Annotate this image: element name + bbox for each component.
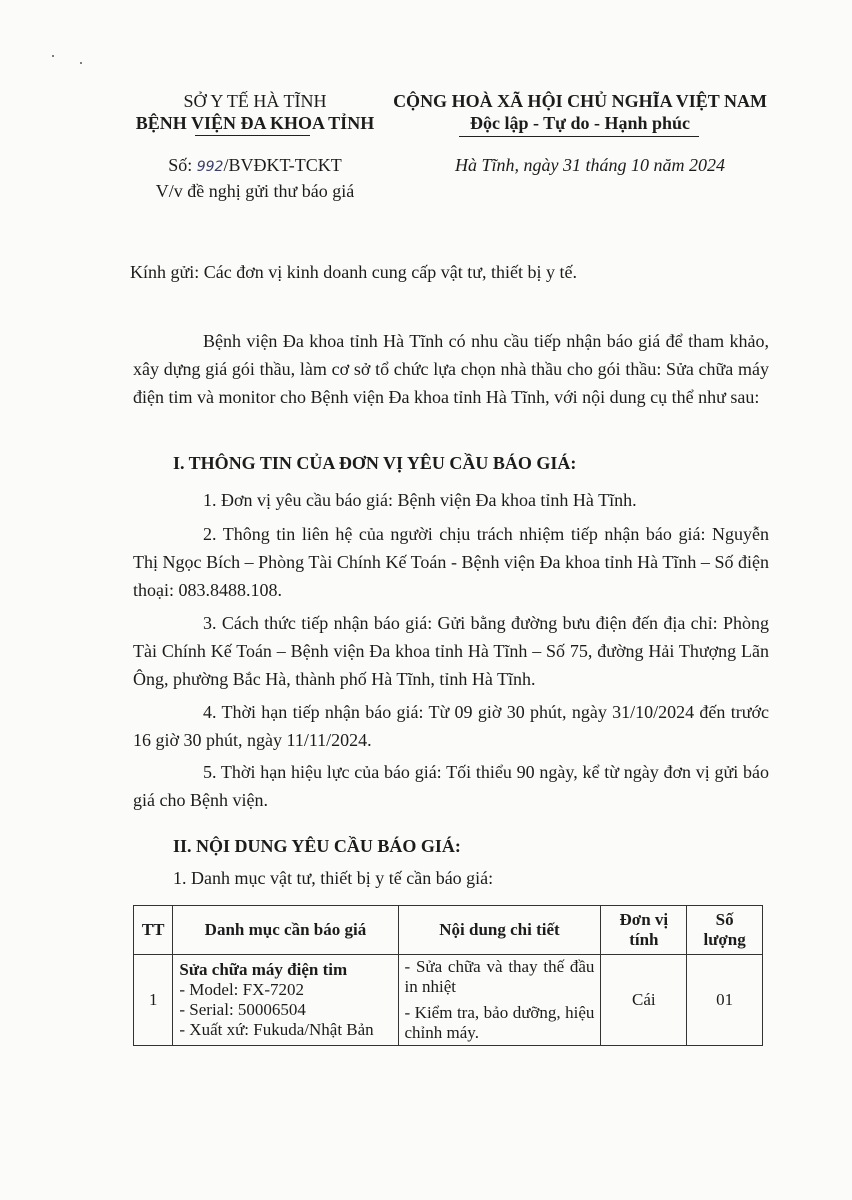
section-2-title: II. NỘI DUNG YÊU CẦU BÁO GIÁ: (173, 836, 461, 856)
cell-qty: 01 (687, 955, 763, 1046)
quote-items-table (133, 905, 763, 1046)
detail-1: - Sửa chữa và thay thế đầu in nhiệt (404, 957, 595, 996)
scan-speck (52, 55, 54, 57)
intro-paragraph: Bệnh viện Đa khoa tỉnh Hà Tĩnh có nhu cầu tiếp nhận báo giá để tham khảo, xây dựng giá gói thầu, làm cơ sở tổ chức lựa chọn nhà thầu cho gói thầu: Sửa chữa máy điện tim và monitor cho Bệnh viện Đa khoa tỉnh Hà Tĩnh, với nội dung cụ thể như sau: (133, 331, 769, 407)
header-left-underline (195, 135, 310, 136)
section-2-sub-1: 1. Danh mục vật tư, thiết bị y tế cần báo giá: (173, 868, 494, 888)
item-origin: - Xuất xứ: Fukuda/Nhật Bản (179, 1020, 374, 1039)
cell-unit: Cái (601, 955, 687, 1046)
section-1-item-1: 1. Đơn vị yêu cầu báo giá: Bệnh viện Đa khoa tỉnh Hà Tĩnh. (203, 490, 637, 510)
section-1-item-4: 4. Thời hạn tiếp nhận báo giá: Từ 09 giờ 30 phút, ngày 31/10/2024 đến trước 16 giờ 30 phút, ngày 11/11/2024. (133, 702, 769, 750)
header-right (380, 90, 780, 134)
detail-2: - Kiểm tra, bảo dưỡng, hiệu chỉnh máy. (404, 1003, 595, 1042)
subject-line: V/v đề nghị gửi thư báo giá (155, 181, 355, 201)
document-date: Hà Tĩnh, ngày 31 tháng 10 năm 2024 (455, 155, 725, 175)
item-serial: - Serial: 50006504 (179, 1000, 306, 1019)
org-name: BỆNH VIỆN ĐA KHOA TỈNH (135, 113, 375, 133)
col-header-tt: TT (134, 906, 173, 955)
col-header-item: Danh mục cần báo giá (173, 906, 398, 955)
item-model: - Model: FX-7202 (179, 980, 305, 999)
section-1-item-5: 5. Thời hạn hiệu lực của báo giá: Tối thiểu 90 ngày, kể từ ngày đơn vị gửi báo giá cho Bệnh viện. (133, 762, 769, 810)
greeting: Kính gửi: Các đơn vị kinh doanh cung cấp vật tư, thiết bị y tế. (130, 262, 577, 282)
ref-suffix: /BVĐKT-TCKT (223, 155, 342, 175)
ref-prefix: Số: (168, 155, 197, 175)
reference-block (100, 153, 410, 203)
national-motto: Độc lập - Tự do - Hạnh phúc (469, 113, 691, 133)
org-parent: SỞ Y TẾ HÀ TĨNH (183, 91, 327, 111)
col-header-qty: Số lượng (687, 906, 763, 955)
cell-item (173, 955, 398, 1046)
reference-number (100, 153, 410, 179)
ref-number-handwritten: 992 (196, 159, 224, 175)
cell-detail (398, 955, 601, 1046)
table-header-row (134, 906, 763, 955)
header-left (100, 90, 410, 134)
header-right-underline (459, 136, 699, 137)
scan-speck (80, 62, 82, 64)
table-row (134, 955, 763, 1046)
section-1-item-2: 2. Thông tin liên hệ của người chịu trách nhiệm tiếp nhận báo giá: Nguyễn Thị Ngọc Bích – Phòng Tài Chính Kế Toán - Bệnh viện Đa khoa tỉnh Hà Tĩnh – Số điện thoại: 083.8488.108. (133, 524, 769, 600)
national-title: CỘNG HOÀ XÃ HỘI CHỦ NGHĨA VIỆT NAM (393, 91, 767, 111)
item-title: Sửa chữa máy điện tim (179, 960, 348, 979)
col-header-detail: Nội dung chi tiết (398, 906, 601, 955)
section-1-title: I. THÔNG TIN CỦA ĐƠN VỊ YÊU CẦU BÁO GIÁ: (173, 453, 577, 473)
cell-tt: 1 (134, 955, 173, 1046)
col-header-unit: Đơn vị tính (601, 906, 687, 955)
section-1-item-3: 3. Cách thức tiếp nhận báo giá: Gửi bằng đường bưu điện đến địa chỉ: Phòng Tài Chính Kế Toán – Bệnh viện Đa khoa tỉnh Hà Tĩnh – Số 75, đường Hải Thượng Lãn Ông, phường Bắc Hà, thành phố Hà Tĩnh, tỉnh Hà Tĩnh. (133, 613, 769, 689)
